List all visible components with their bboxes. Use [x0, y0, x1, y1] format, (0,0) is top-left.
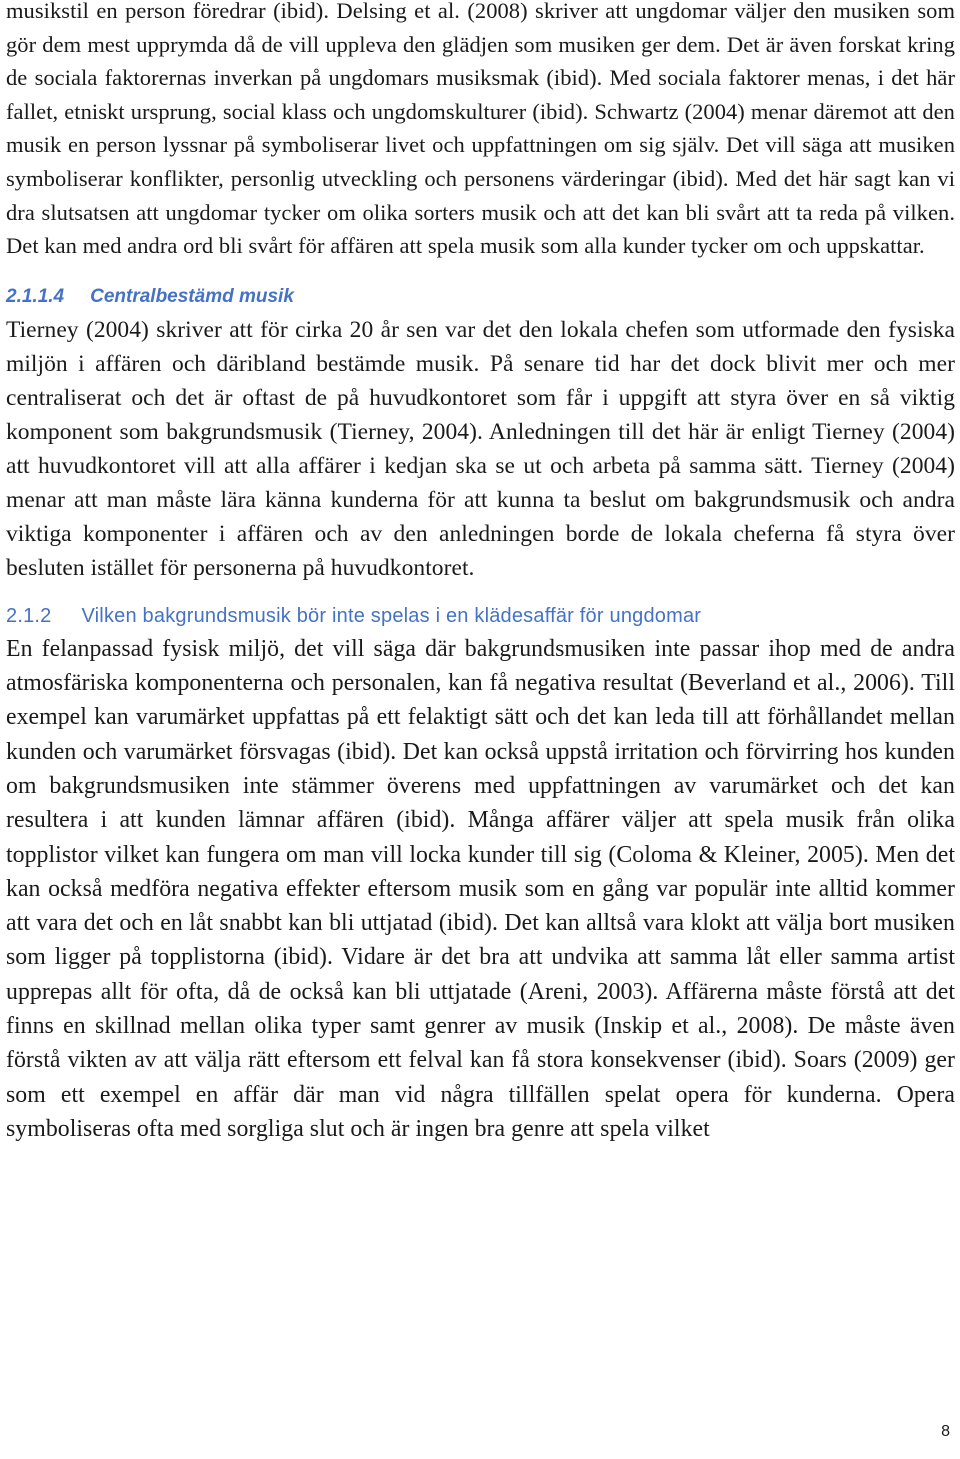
section-number: 2.1.2: [6, 604, 52, 627]
section-title: Vilken bakgrundsmusik bör inte spelas i en klädesaffär för ungdomar: [81, 604, 702, 627]
paragraph-centralized-music: Tierney (2004) skriver att för cirka 20 år sen var det den lokala chefen som utformade den fysiska miljön i affären och däribland bestämde musik. På senare tid har det dock blivit mer och mer centraliserat och det är oftast de på huvudkontoret som får i uppgift att styra över en så viktig komponent som bakgrundsmusik (Tierney, 2004). Anledningen till det här är enligt Tierney (2004) att huvudkontoret vill att alla affärer i kedjan ska se ut och arbeta på samma sätt. Tierney (2004) menar att man måste lära känna kunderna för att kunna ta beslut om bakgrundsmusik och andra viktiga komponenter i affären och av den anledningen borde de lokala cheferna få styra över besluten istället för personerna på huvudkontoret.: [6, 316, 955, 581]
section-heading-centralbestamd-musik: [6, 285, 955, 309]
document-page: [6, 0, 955, 1459]
paragraph-background-music-mismatch: En felanpassad fysisk miljö, det vill säga där bakgrundsmusiken inte passar ihop med de andra atmosfäriska komponenterna och personalen, kan få negativa resultat (Beverland et al., 2006). Till exempel kan varumärket uppfattas på ett felaktigt sätt och det kan leda till att förhållandet mellan kunden och varumärket försvagas (ibid). Det kan också uppstå irritation och förvirring hos kunden om bakgrundsmusiken inte stämmer överens med uppfattningen av varumärket och det kan resultera i att kunden lämnar affären (ibid). Många affärer väljer att spela musik från olika topplistor vilket kan fungera om man vill locka kunder till sig (Coloma & Kleiner, 2005). Men det kan också medföra negativa effekter eftersom musik som en gång var populär inte alltid kommer att vara det och en låt snabbt kan bli uttjatad (ibid). Det kan alltså vara klokt att välja bort musiken som ligger på topplistorna (ibid). Vidare är det bra att undvika att samma låt eller samma artist upprepas allt för ofta, då de också kan bli uttjatade (Areni, 2003). Affärerna måste förstå att det finns en skillnad mellan olika typer samt genrer av musik (Inskip et al., 2008). De måste även förstå vikten av att välja rätt eftersom ett felval kan få stora konsekvenser (ibid). Soars (2009) ger som ett exempel en affär där man vid några tillfällen spelat opera för kunderna. Opera symboliseras ofta med sorgliga slut och är ingen bra genre att spela vilket: [6, 635, 955, 1142]
section-heading-vilken-bakgrundsmusik: [6, 604, 955, 628]
page-number: 8: [941, 1423, 950, 1440]
section-title: Centralbestämd musik: [90, 285, 294, 307]
section-number: 2.1.1.4: [6, 285, 65, 307]
paragraph-music-taste: musikstil en person föredrar (ibid). Delsing et al. (2008) skriver att ungdomar väljer den musiken som gör dem mest upprymda då de vill uppleva den glädjen som musiken ger dem. Det är även forskat kring de sociala faktorernas inverkan på ungdomars musiksmak (ibid). Med sociala faktorer menas, i det här fallet, etniskt ursprung, social klass och ungdomskulturer (ibid). Schwartz (2004) menar däremot att den musik en person lyssnar på symboliserar livet och uppfattningen om sig själv. Det vill säga att musiken symboliserar konflikter, personlig utveckling och personens värderingar (ibid). Med det här sagt kan vi dra slutsatsen att ungdomar tycker om olika sorters musik och att det kan bli svårt att ta reda på vilken. Det kan med andra ord bli svårt för affären att spela musik som alla kunder tycker om och uppskattar.: [6, 0, 955, 259]
